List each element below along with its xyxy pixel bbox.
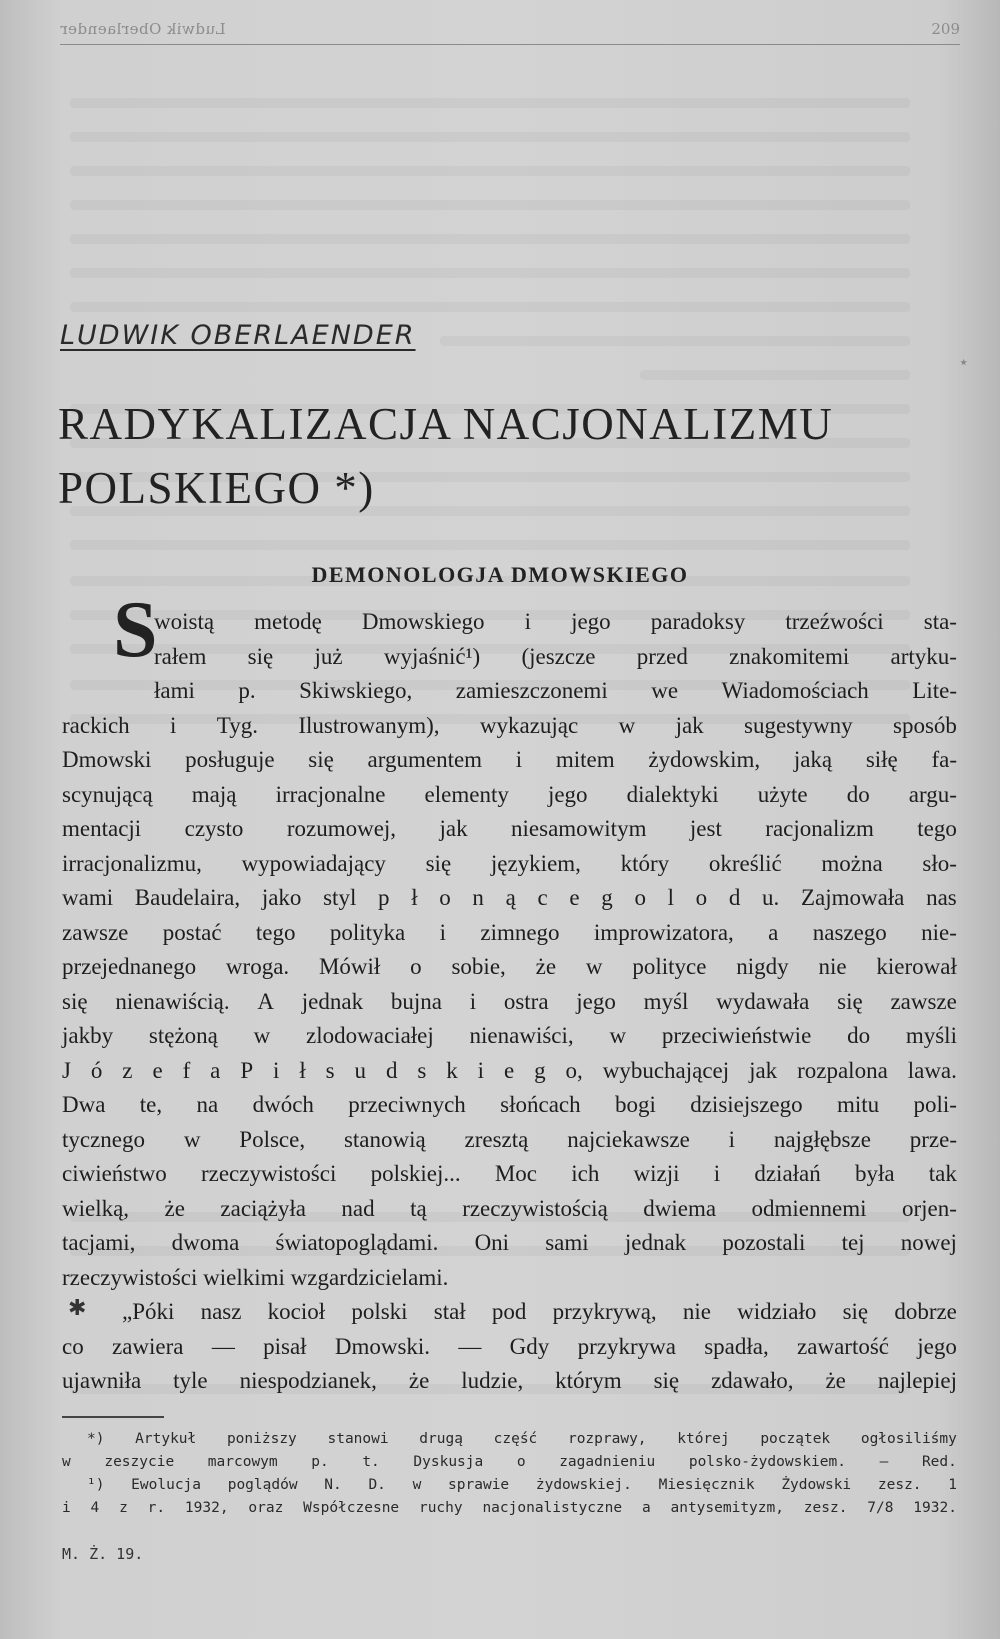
body-line: mentacji czysto rozumowej, jak niesamowitym jest racjonalizm tego [62, 816, 957, 841]
footnote-line: i 4 z r. 1932, oraz Współczesne ruchy nacjonalistyczne a antysemityzm, zesz. 7/8 1932. [62, 1500, 957, 1516]
title-line-1: RADYKALIZACJA NACJONALIZMU [58, 399, 834, 449]
body-line: „Póki nasz kocioł polski stał pod przykrywą, nie widziało się dobrze [122, 1299, 957, 1324]
body-line: irracjonalizmu, wypowiadający się językiem, który określić można sło- [62, 850, 957, 876]
footnote-line: w zeszycie marcowym p. t. Dyskusja o zagadnieniu polsko-żydowskiem. — Red. [62, 1454, 957, 1470]
article-author: LUDWIK OBERLAENDER [60, 320, 416, 351]
title-line-2: POLSKIEGO *) [58, 463, 375, 513]
body-line: co zawiera — pisał Dmowski. — Gdy przykrywa spadła, zawartość jego [62, 1333, 957, 1359]
body-line: tacjami, dwoma światopoglądami. Oni sami jednak pozostali tej nowej [62, 1230, 957, 1255]
article-title [58, 392, 958, 520]
body-line: woistą metodę Dmowskiego i jego paradoksy trzeźwości sta- [154, 609, 957, 634]
running-head-author: Ludwik Oberlaender [60, 20, 226, 38]
page-number: 209 [931, 20, 960, 38]
body-line: się nienawiścią. A jednak bujna i ostra jego myśl wydawała się zawsze [62, 988, 957, 1014]
body-line: łami p. Skiwskiego, zamieszczonemi we Wiadomościach Lite- [154, 678, 957, 703]
running-head [60, 14, 960, 45]
body-line: rackich i Tyg. Ilustrowanym), wykazując w jak sugestywny sposób [62, 712, 957, 738]
body-line: przejednanego wroga. Mówił o sobie, że w polityce nigdy nie kierował [62, 954, 957, 979]
section-heading: DEMONOLOGJA DMOWSKIEGO [311, 562, 689, 587]
body-line: Dwa te, na dwóch przeciwnych słońcach bogi dzisiejszego mitu poli- [62, 1092, 957, 1117]
drop-cap: S [113, 586, 158, 674]
body-line: wami Baudelaira, jako styl p ł o n ą c e g o l o d u. Zajmowała nas [62, 885, 957, 910]
asterisk-mark: ✱ [68, 1296, 87, 1321]
body-line: wielką, że zaciążyła nad tą rzeczywistością dwiema odmiennemi orjen- [62, 1195, 957, 1221]
footnote-line: *) Artykuł poniższy stanowi drugą część rozprawy, której początek ogłosiliśmy [87, 1431, 957, 1447]
margin-mark: ⋆ [958, 352, 970, 373]
body-line: rałem się już wyjaśnić¹) (jeszcze przed znakomitemi artyku- [154, 643, 957, 669]
signature-mark: M. Ż. 19. [62, 1545, 144, 1563]
body-line: J ó z e f a P i ł s u d s k i e g o, wybuchającej jak rozpalona lawa. [62, 1057, 957, 1083]
footnotes [62, 1428, 957, 1520]
body-line: ujawniła tyle niespodzianek, że ludzie, którym się zdawało, że najlepiej [62, 1368, 957, 1393]
body-line: ciwieństwo rzeczywistości polskiej... Moc ich wizji i działań była tak [62, 1161, 957, 1186]
body-line: scynującą mają irracjonalne elementy jego dialektyki użyte do argu- [62, 781, 957, 807]
footnote-line: ¹) Ewolucja poglądów N. D. w sprawie żydowskiej. Miesięcznik Żydowski zesz. 1 [87, 1477, 957, 1493]
body-line: tycznego w Polsce, stanowią zresztą najciekawsze i najgłębsze prze- [62, 1126, 957, 1152]
article-body [62, 605, 957, 1399]
body-line: zawsze postać tego polityka i zimnego improwizatora, a naszego nie- [62, 919, 957, 945]
body-line: jakby stężoną w zlodowaciałej nienawiści, w przeciwieństwie do myśli [62, 1023, 957, 1048]
footnote-rule [62, 1416, 164, 1418]
body-line: rzeczywistości wielkimi wzgardzicielami. [62, 1264, 449, 1290]
body-line: Dmowski posługuje się argumentem i mitem żydowskim, jaką siłę fa- [62, 747, 957, 772]
